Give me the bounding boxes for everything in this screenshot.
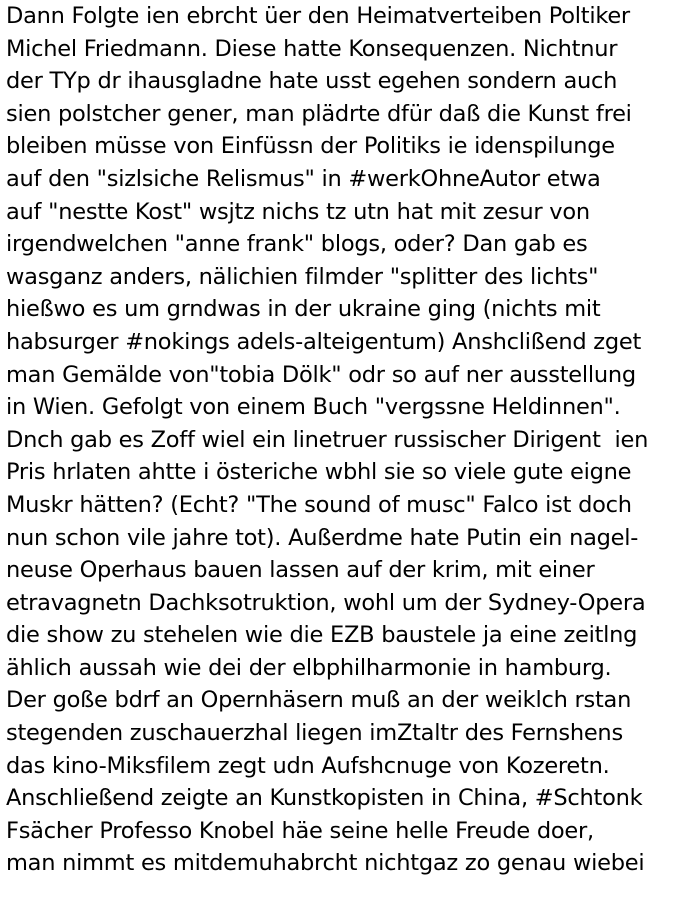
text-line-9: wasganz anders, nälichien filmder "splitter des lichts" (6, 263, 599, 290)
text-line-22: Der goße bdrf an Opernhäsern muß an der weiklch rstan (6, 687, 632, 714)
text-line-25: Anschließend zeigte an Kunstkopisten in China, #Schtonk (6, 785, 643, 812)
text-line-17: nun schon vile jahre tot). Außerdme hate Putin ein nagel- (6, 524, 639, 551)
text-line-4: sien polstcher gener, man plädrte dfür daß die Kunst frei (6, 100, 632, 127)
text-line-13: in Wien. Gefolgt von einem Buch "vergssne Heldinnen". (6, 394, 621, 421)
text-line-1: Dann Folgte ien ebrcht üer den Heimatverteiben Poltiker (6, 3, 630, 29)
text-line-23: stegenden zuschauerzhal liegen imZtaltr des Fernshens (6, 720, 623, 747)
text-line-12: man Gemälde von"tobia Dölk" odr so auf ner ausstellung (6, 361, 636, 388)
text-line-21: ählich aussah wie dei der elbphilharmonie in hamburg. (6, 654, 612, 681)
text-line-3: der TYp dr ihausgladne hate usst egehen sondern auch (6, 68, 618, 95)
text-line-11: habsurger #nokings adels-alteigentum) Anshclißend zget (6, 328, 642, 355)
text-line-24: das kino-Miksfilem zegt udn Aufshcnuge von Kozeretn. (6, 752, 610, 779)
text-line-6: auf den "sizlsiche Relismus" in #werkOhneAutor etwa (6, 165, 601, 192)
document-text (6, 0, 682, 880)
text-line-7: auf "nestte Kost" wsjtz nichs tz utn hat mit zesur von (6, 198, 590, 225)
text-line-19: etravagnetn Dachksotruktion, wohl um der Sydney-Opera (6, 589, 646, 616)
text-line-10: hießwo es um grndwas in der ukraine ging (nichts mit (6, 296, 601, 323)
text-line-15: Pris hrlaten ahtte i österiche wbhl sie so viele gute eigne (6, 459, 632, 486)
text-line-18: neuse Operhaus bauen lassen auf der krim, mit einer (6, 557, 595, 584)
text-line-27: man nimmt es mitdemuhabrcht nichtgaz zo genau wiebei (6, 850, 645, 877)
text-line-16: Muskr hätten? (Echt? "The sound of musc" Falco ist doch (6, 491, 632, 518)
text-line-2: Michel Friedmann. Diese hatte Konsequenzen. Nichtnur (6, 35, 618, 62)
text-line-8: irgendwelchen "anne frank" blogs, oder? Dan gab es (6, 231, 588, 258)
text-line-20: die show zu stehelen wie die EZB baustele ja eine zeitlng (6, 622, 638, 649)
text-line-14: Dnch gab es Zoff wiel ein linetruer russischer Dirigent ien (6, 426, 649, 453)
text-line-26: Fsächer Professo Knobel häe seine helle Freude doer, (6, 817, 594, 844)
text-line-5: bleiben müsse von Einfüssn der Politiks ie idenspilunge (6, 133, 615, 160)
